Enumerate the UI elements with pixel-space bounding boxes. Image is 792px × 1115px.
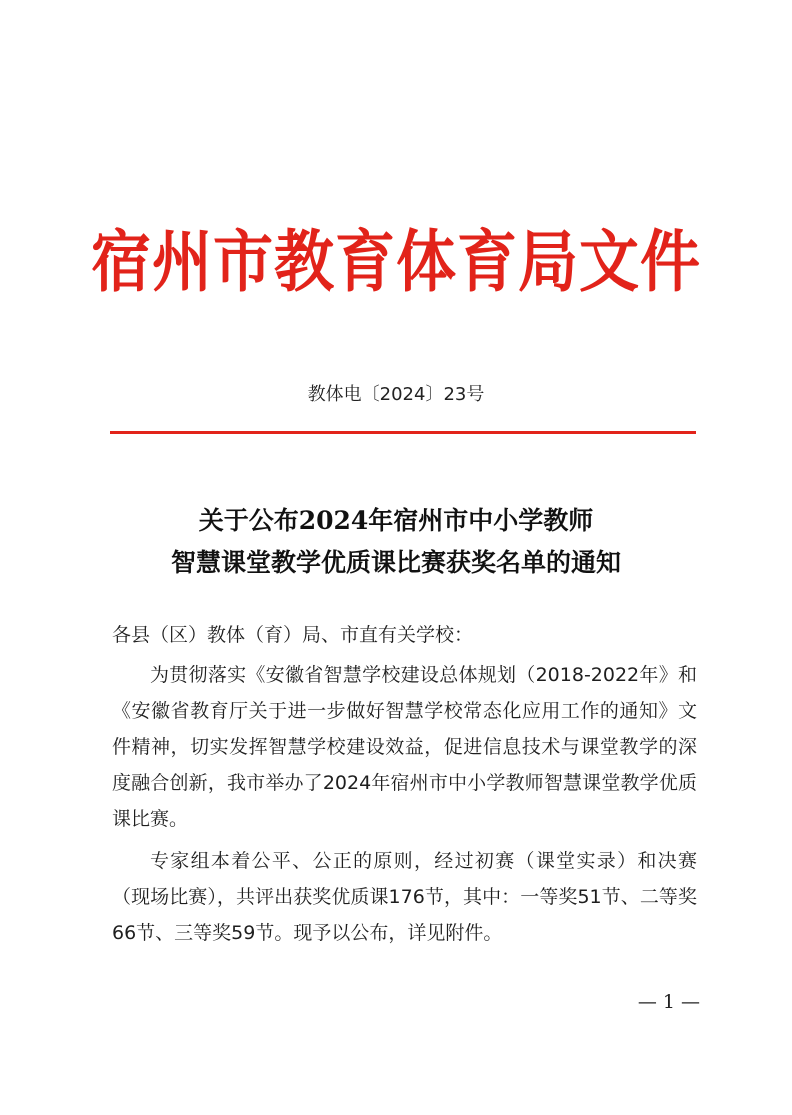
document-masthead: 宿州市教育体育局文件 <box>91 223 701 302</box>
red-separator-line <box>110 431 696 434</box>
page-number: — 1 — <box>637 991 700 1013</box>
document-number: 教体电〔2024〕23号 <box>307 384 485 405</box>
notice-title <box>0 500 792 584</box>
salutation: 各县（区）教体（育）局、市直有关学校： <box>112 624 474 646</box>
notice-title-line-2: 智慧课堂教学优质课比赛获奖名单的通知 <box>170 548 621 577</box>
paragraph-2: 专家组本着公平、公正的原则，经过初赛（课堂实录）和决赛（现场比赛），共评出获奖优质课176节，其中：一等奖51节、二等奖66节、三等奖59节。现予以公布，详见附件。 <box>112 850 697 944</box>
paragraph-1: 为贯彻落实《安徽省智慧学校建设总体规划（2018-2022年》和《安徽省教育厅关于进一步做好智慧学校常态化应用工作的通知》文件精神，切实发挥智慧学校建设效益，促进信息技术与课堂教学的深度融合创新，我市举办了2024年宿州市中小学教师智慧课堂教学优质课比赛。 <box>112 664 697 830</box>
notice-body <box>112 617 697 957</box>
notice-title-line-1: 关于公布2024年宿州市中小学教师 <box>198 506 594 535</box>
